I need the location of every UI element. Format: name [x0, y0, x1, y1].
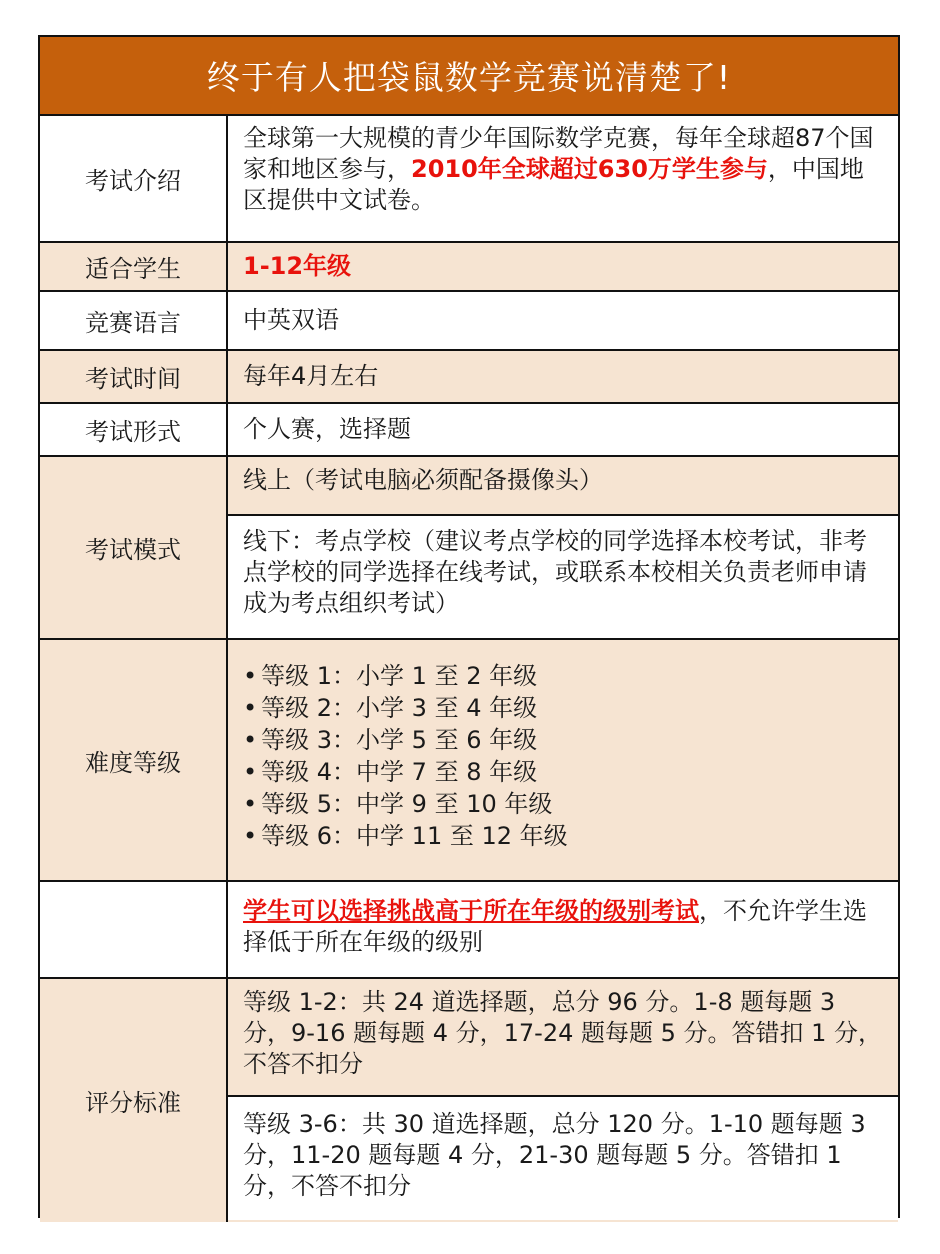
intro-highlight: 2010年全球超过630万学生参与	[411, 155, 768, 183]
challenge-rest: ，不允许学生选择低于所在年级的级别	[243, 897, 867, 956]
intro-text	[228, 116, 898, 241]
label-levels: 难度等级	[40, 640, 228, 880]
row-levels	[40, 640, 898, 882]
label-students: 适合学生	[40, 243, 228, 290]
intro-text-after: ，中国地区提供中文试卷。	[243, 155, 864, 214]
scoring-level12: 等级 1-2：共 24 道选择题，总分 96 分。1-8 题每题 3 分，9-16 题每题 4 分，17-24 题每题 5 分。答错扣 1 分，不答不扣分	[228, 979, 898, 1097]
row-language	[40, 292, 898, 351]
level-item: • 等级 2：小学 3 至 4 年级	[243, 692, 884, 724]
challenge-highlight: 学生可以选择挑战高于所在年级的级别考试	[243, 897, 699, 925]
row-intro	[40, 116, 898, 243]
row-challenge	[40, 882, 898, 979]
label-language: 竞赛语言	[40, 292, 228, 349]
time-value: 每年4月左右	[243, 362, 379, 390]
mode-offline: 线下：考点学校（建议考点学校的同学选择本校考试，非考点学校的同学选择在线考试，或联系本校相关负责老师申请成为考点组织考试）	[228, 516, 898, 638]
format-value: 个人赛，选择题	[243, 415, 411, 443]
mode-online: 线上（考试电脑必须配备摄像头）	[228, 457, 898, 516]
label-scoring: 评分标准	[40, 979, 228, 1222]
level-item: • 等级 6：中学 11 至 12 年级	[243, 820, 884, 852]
row-time	[40, 351, 898, 404]
info-table	[38, 35, 900, 1218]
level-item: • 等级 3：小学 5 至 6 年级	[243, 724, 884, 756]
intro-text-before: 全球第一大规模的青少年国际数学克赛，每年全球超87个国家和地区参与，	[243, 124, 874, 183]
level-item: • 等级 1：小学 1 至 2 年级	[243, 660, 884, 692]
challenge-text	[228, 882, 898, 977]
row-mode	[40, 457, 898, 640]
levels-list-cell	[228, 640, 898, 880]
label-format: 考试形式	[40, 404, 228, 455]
students-value: 1-12年级	[243, 252, 352, 280]
level-item: • 等级 5：中学 9 至 10 年级	[243, 788, 884, 820]
label-intro: 考试介绍	[40, 116, 228, 241]
row-scoring	[40, 979, 898, 1222]
label-challenge	[40, 882, 228, 977]
levels-list	[243, 660, 884, 852]
row-format	[40, 404, 898, 457]
label-mode: 考试模式	[40, 457, 228, 638]
level-item: • 等级 4：中学 7 至 8 年级	[243, 756, 884, 788]
page-title: 终于有人把袋鼠数学竞赛说清楚了!	[40, 37, 898, 116]
label-time: 考试时间	[40, 351, 228, 402]
scoring-level36: 等级 3-6：共 30 道选择题，总分 120 分。1-10 题每题 3 分，11-20 题每题 4 分，21-30 题每题 5 分。答错扣 1 分，不答不扣分	[228, 1097, 898, 1220]
row-students	[40, 243, 898, 292]
language-value: 中英双语	[243, 306, 339, 334]
